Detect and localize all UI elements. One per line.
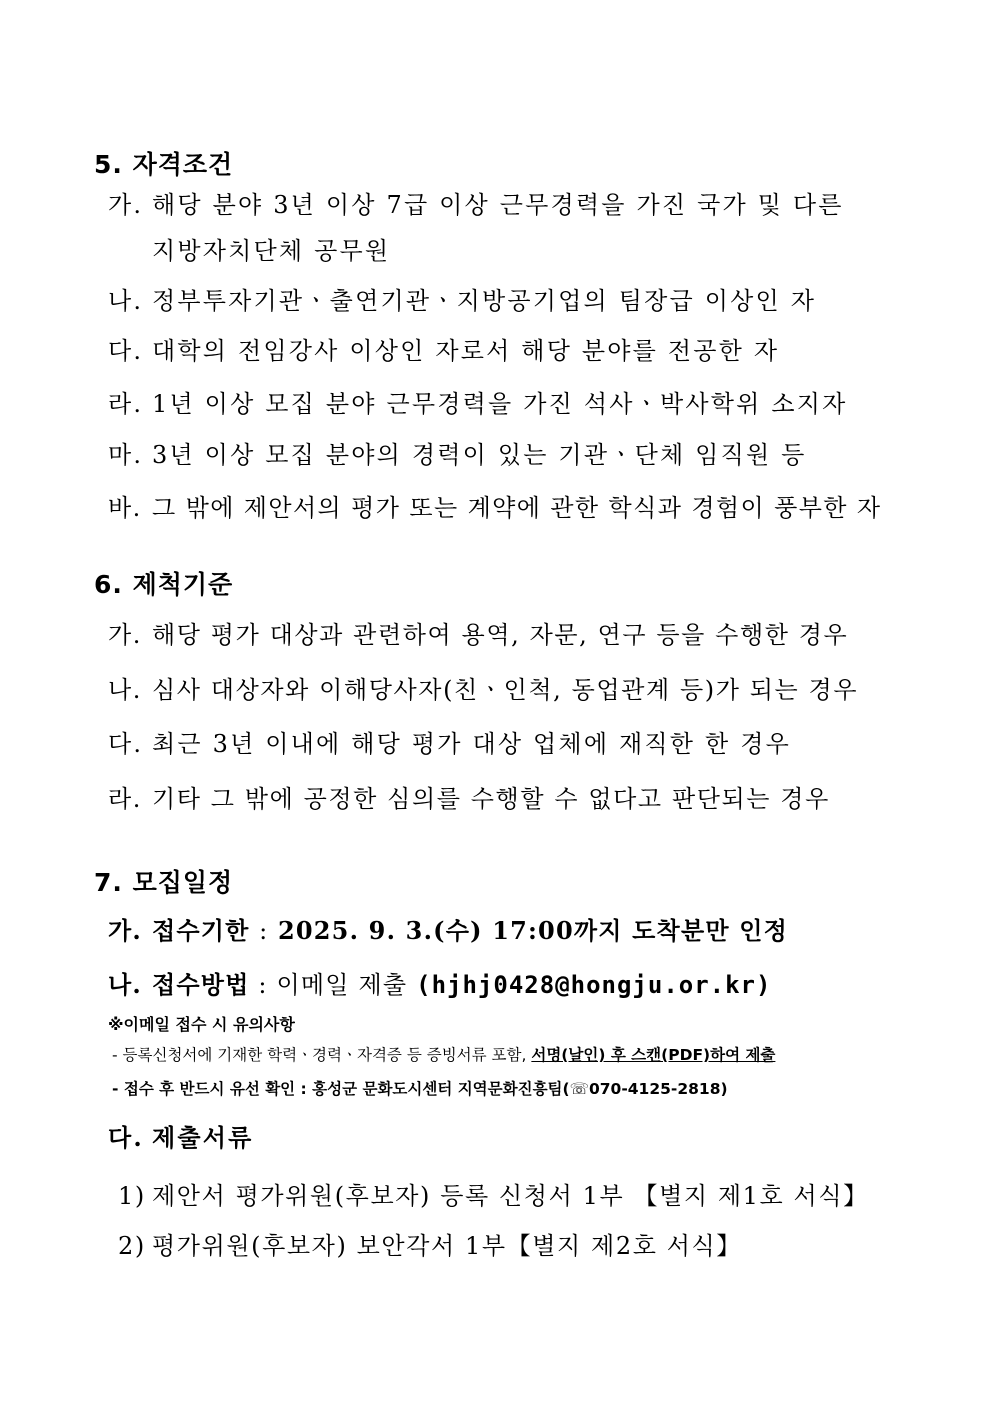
sec5-item-ga-continuation: 지방자치단체 공무원 bbox=[152, 237, 391, 265]
notice-text: 접수 후 반드시 유선 확인 : 홍성군 문화도시센터 지역문화진흥팀(☏070-4125-2818) bbox=[123, 1080, 728, 1098]
section-7-heading: 7. 모집일정 bbox=[94, 868, 234, 897]
email-notice-item-1 bbox=[112, 1043, 775, 1065]
sec7-deadline bbox=[108, 916, 789, 945]
item-marker: 나. bbox=[108, 287, 144, 315]
item-marker: 가. bbox=[108, 916, 142, 945]
item-marker: 다. bbox=[108, 337, 144, 365]
item-marker: 라. bbox=[108, 785, 143, 813]
email-notice-item-2 bbox=[112, 1077, 728, 1099]
item-text: 해당 평가 대상과 관련하여 용역, 자문, 연구 등을 수행한 경우 bbox=[152, 621, 849, 649]
item-marker: 가. bbox=[108, 191, 144, 219]
notice-text: 등록신청서에 기재한 학력ㆍ경력ㆍ자격증 등 증빙서류 포함, bbox=[122, 1046, 527, 1064]
bullet-dash: - bbox=[112, 1046, 118, 1064]
sec6-item-na bbox=[108, 678, 858, 702]
docs-item-2 bbox=[118, 1226, 742, 1261]
email-notice-title: ※이메일 접수 시 유의사항 bbox=[108, 1015, 295, 1034]
method-email: (hjhj0428@hongju.or.kr) bbox=[416, 971, 772, 999]
sec5-item-ma bbox=[108, 443, 807, 467]
item-text: 대학의 전임강사 이상인 자로서 해당 분야를 전공한 자 bbox=[152, 337, 780, 365]
section-6-heading: 6. 제척기준 bbox=[94, 570, 234, 599]
item-text: 기타 그 밖에 공정한 심의를 수행할 수 없다고 판단되는 경우 bbox=[152, 785, 830, 813]
item-text: 해당 분야 3년 이상 7급 이상 근무경력을 가진 국가 및 다른 bbox=[152, 191, 844, 219]
notice-emphasis: 서명(날인) 후 스캔(PDF)하여 제출 bbox=[531, 1046, 776, 1064]
item-marker: 나. bbox=[108, 676, 143, 704]
item-text: 그 밖에 제안서의 평가 또는 계약에 관한 학식과 경험이 풍부한 자 bbox=[152, 494, 882, 522]
section-5-heading: 5. 자격조건 bbox=[94, 150, 234, 179]
item-text: 최근 3년 이내에 해당 평가 대상 업체에 재직한 한 경우 bbox=[152, 730, 791, 758]
item-marker: 마. bbox=[108, 441, 144, 469]
bullet-dash: - bbox=[112, 1080, 119, 1098]
item-marker: 1) bbox=[118, 1182, 146, 1210]
item-text: 1년 이상 모집 분야 근무경력을 가진 석사ㆍ박사학위 소지자 bbox=[152, 390, 848, 418]
item-text: 정부투자기관ㆍ출연기관ㆍ지방공기업의 팀장급 이상인 자 bbox=[152, 287, 817, 315]
method-separator: : bbox=[258, 971, 268, 999]
item-marker: 가. bbox=[108, 621, 143, 649]
item-text: 평가위원(후보자) 보안각서 1부【별지 제2호 서식】 bbox=[152, 1232, 742, 1260]
method-label: 접수방법 bbox=[152, 970, 250, 999]
method-value: 이메일 제출 bbox=[276, 971, 408, 999]
item-marker: 바. bbox=[108, 494, 142, 522]
docs-label: 제출서류 bbox=[152, 1123, 254, 1152]
sec7-docs bbox=[108, 1123, 254, 1152]
sec6-item-ra bbox=[108, 787, 830, 811]
sec6-item-ga bbox=[108, 623, 848, 647]
sec5-item-na bbox=[108, 289, 816, 313]
item-marker: 다. bbox=[108, 730, 144, 758]
docs-item-1 bbox=[118, 1176, 869, 1211]
sec7-method bbox=[108, 970, 772, 999]
deadline-separator: : bbox=[259, 917, 269, 945]
deadline-label: 접수기한 bbox=[152, 916, 250, 945]
item-marker: 다. bbox=[108, 1123, 144, 1152]
deadline-value: 2025. 9. 3.(수) 17:00까지 도착분만 인정 bbox=[277, 916, 789, 945]
item-marker: 2) bbox=[118, 1232, 146, 1260]
sec5-item-ba bbox=[108, 496, 881, 520]
sec5-item-ga bbox=[108, 193, 844, 217]
item-text: 3년 이상 모집 분야의 경력이 있는 기관ㆍ단체 임직원 등 bbox=[152, 441, 807, 469]
sec5-item-ra bbox=[108, 392, 848, 416]
item-marker: 나. bbox=[108, 970, 142, 999]
item-marker: 라. bbox=[108, 390, 144, 418]
item-text: 심사 대상자와 이해당사자(친ㆍ인척, 동업관계 등)가 되는 경우 bbox=[152, 676, 859, 704]
sec5-item-da bbox=[108, 339, 779, 363]
item-text: 제안서 평가위원(후보자) 등록 신청서 1부 【별지 제1호 서식】 bbox=[152, 1182, 869, 1210]
sec6-item-da bbox=[108, 732, 791, 756]
